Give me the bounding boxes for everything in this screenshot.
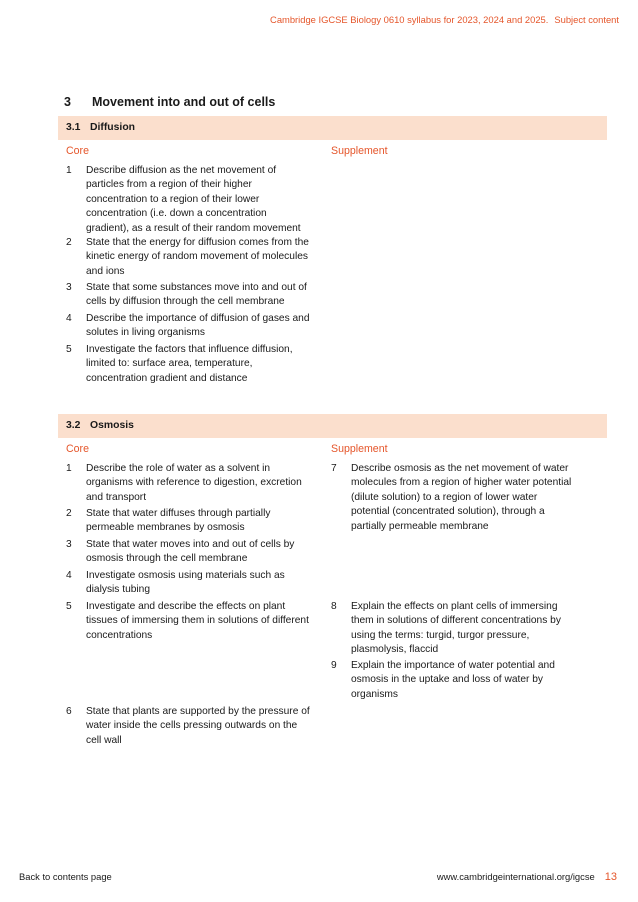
subsection-number: 3.1 xyxy=(66,122,81,133)
subsection-title: Osmosis xyxy=(90,420,134,431)
item-number: 4 xyxy=(66,313,72,324)
item-number: 8 xyxy=(331,601,337,612)
section-heading: Movement into and out of cells xyxy=(92,95,276,109)
item-text: State that water diffuses through partially permeable membranes by osmosis xyxy=(86,508,271,534)
list-item xyxy=(66,538,311,567)
item-text: Investigate osmosis using materials such as dialysis tubing xyxy=(86,570,285,596)
item-text: State that plants are supported by the pressure of water inside the cells pressing outwards on the cell wall xyxy=(86,706,310,746)
list-item xyxy=(331,659,573,702)
list-item xyxy=(66,705,311,748)
item-number: 2 xyxy=(66,237,72,248)
list-item xyxy=(66,569,311,598)
subsection-band-diffusion xyxy=(58,116,607,140)
item-number: 7 xyxy=(331,463,337,474)
supplement-heading: Supplement xyxy=(331,145,388,157)
item-number: 3 xyxy=(66,282,72,293)
item-number: 3 xyxy=(66,539,72,550)
item-number: 5 xyxy=(66,601,72,612)
page-footer xyxy=(437,871,617,883)
item-number: 5 xyxy=(66,344,72,355)
list-item xyxy=(66,507,311,536)
core-heading: Core xyxy=(66,443,89,455)
item-number: 4 xyxy=(66,570,72,581)
subsection-number: 3.2 xyxy=(66,420,81,431)
list-item xyxy=(66,343,311,386)
item-text: Explain the importance of water potential and osmosis in the uptake and loss of water by organisms xyxy=(351,660,555,700)
item-text: Describe the importance of diffusion of gases and solutes in living organisms xyxy=(86,313,310,339)
website-link[interactable]: www.cambridgeinternational.org/igcse xyxy=(436,871,595,882)
header-doc-title: Cambridge IGCSE Biology 0610 syllabus for 2023, 2024 and 2025. xyxy=(270,14,549,25)
item-number: 9 xyxy=(331,660,337,671)
list-item xyxy=(66,312,311,341)
item-number: 2 xyxy=(66,508,72,519)
item-number: 1 xyxy=(66,165,72,176)
item-text: Describe the role of water as a solvent in organisms with reference to digestion, excretion and transport xyxy=(86,463,302,503)
item-text: Describe diffusion as the net movement of particles from a region of their higher concentration to a region of their lower concentration (i.e. down a concentration gradient), as a result of their random movement xyxy=(86,165,301,234)
page-header xyxy=(270,14,619,25)
list-item xyxy=(66,164,311,236)
item-text: State that some substances move into and out of cells by diffusion through the cell membrane xyxy=(86,282,307,308)
list-item xyxy=(331,600,573,658)
item-text: Investigate the factors that influence diffusion, limited to: surface area, temperature, concentration gradient and distance xyxy=(86,344,293,384)
section-number: 3 xyxy=(64,95,71,109)
item-text: State that water moves into and out of cells by osmosis through the cell membrane xyxy=(86,539,295,565)
item-text: Investigate and describe the effects on plant tissues of immersing them in solutions of different concentrations xyxy=(86,601,309,641)
subsection-title: Diffusion xyxy=(90,122,136,133)
item-number: 6 xyxy=(66,706,72,717)
back-to-contents-link[interactable]: Back to contents page xyxy=(19,871,112,882)
section-title xyxy=(64,95,275,109)
list-item xyxy=(331,462,573,534)
list-item xyxy=(66,462,311,505)
item-number: 1 xyxy=(66,463,72,474)
item-text: Describe osmosis as the net movement of water molecules from a region of higher water potential (dilute solution) to a region of lower water potential (concentrated solution), through a partially permeable membrane xyxy=(351,463,572,532)
subsection-band-osmosis xyxy=(58,414,607,438)
supplement-heading: Supplement xyxy=(331,443,388,455)
header-section: Subject content xyxy=(554,14,619,25)
item-text: Explain the effects on plant cells of immersing them in solutions of different concentrations by using the terms: turgid, turgor pressure, plasmolysis, flaccid xyxy=(351,601,561,656)
page-number: 13 xyxy=(604,871,617,883)
core-heading: Core xyxy=(66,145,89,157)
item-text: State that the energy for diffusion comes from the kinetic energy of random movement of molecules and ions xyxy=(86,237,309,277)
list-item xyxy=(66,281,311,310)
list-item xyxy=(66,600,311,643)
list-item xyxy=(66,236,311,279)
